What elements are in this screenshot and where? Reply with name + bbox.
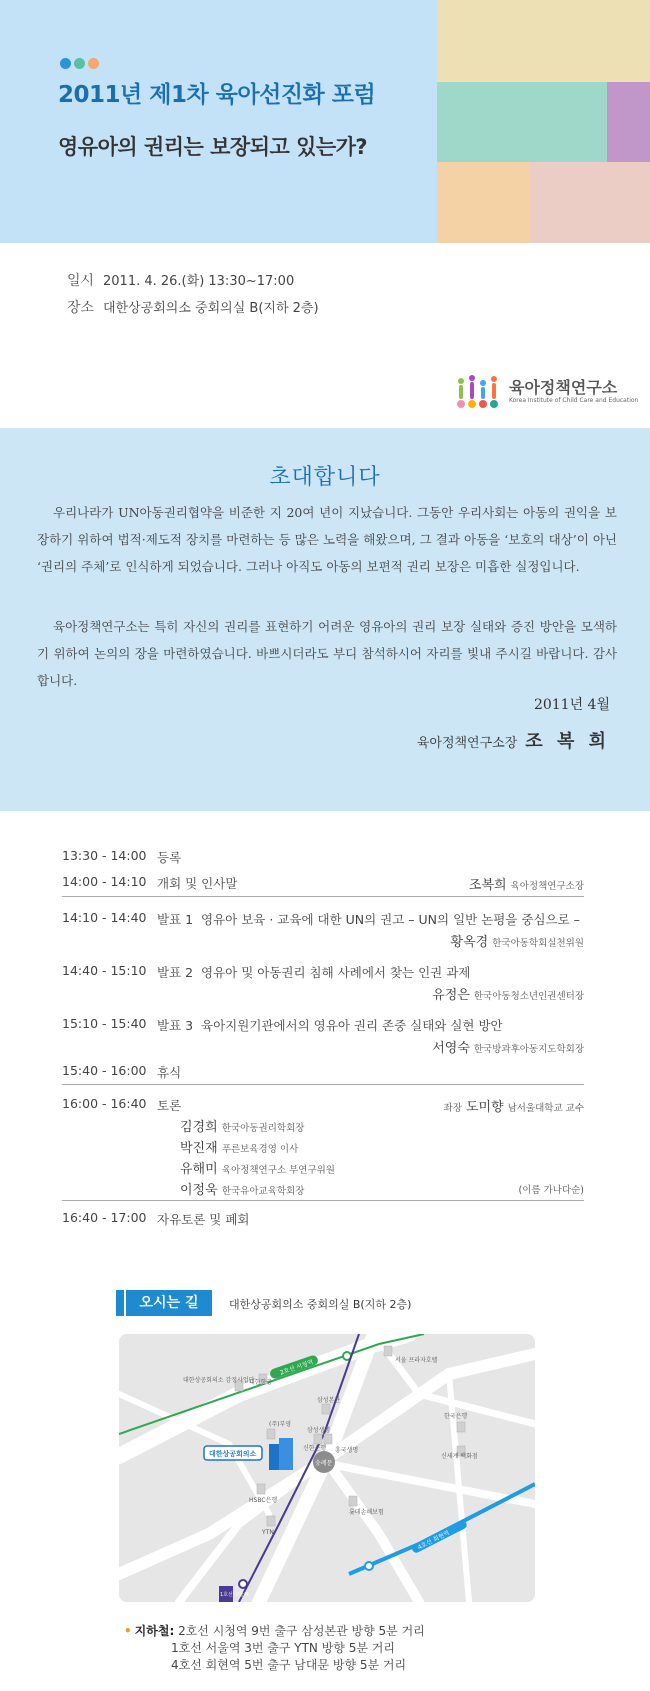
dot-icon bbox=[60, 58, 71, 69]
invitation-date: 2011년 4월 bbox=[533, 697, 610, 713]
panelist-affil: 육아정책연구소 부연구위원 bbox=[221, 1165, 335, 1176]
forum-subtitle: 영유아의 권리는 보장되고 있는가? bbox=[58, 135, 368, 159]
landmark-label: HSBC은행 bbox=[249, 1497, 278, 1504]
panelist bbox=[180, 1116, 304, 1135]
color-block bbox=[437, 0, 650, 82]
logo-english: Korea Institute of Child Care and Education bbox=[509, 397, 639, 404]
panelist-name: 유해미 bbox=[180, 1162, 218, 1177]
landmark-label: 신한은행 bbox=[303, 1445, 327, 1452]
logo-icon bbox=[455, 371, 505, 411]
place-value: 대한상공회의소 중회의실 B(지하 2층) bbox=[103, 301, 319, 316]
moderator bbox=[444, 1096, 584, 1115]
row-time: 14:40 - 15:10 bbox=[62, 963, 147, 978]
date-row bbox=[67, 268, 319, 295]
panelist-affil: 한국유아교육학회장 bbox=[221, 1186, 305, 1197]
signer-name: 조 복 희 bbox=[525, 731, 610, 752]
invitation-heading: 초대합니다 bbox=[269, 465, 381, 490]
landmark-label: (주)부영 bbox=[269, 1421, 292, 1428]
signer-title: 육아정책연구소장 bbox=[416, 736, 518, 751]
row-speaker bbox=[432, 984, 584, 1003]
header-banner bbox=[0, 0, 650, 243]
row-speaker bbox=[432, 1037, 584, 1056]
decorative-dots bbox=[60, 54, 102, 73]
row-time: 14:00 - 14:10 bbox=[62, 874, 147, 889]
map-drawing bbox=[119, 1334, 535, 1602]
talk-label: 발표 2 bbox=[157, 965, 194, 980]
speaker-name: 황옥경 bbox=[450, 935, 489, 950]
row-event bbox=[157, 910, 580, 928]
row-time: 16:00 - 16:40 bbox=[62, 1096, 147, 1111]
talk-topic: 육아지원기관에서의 영유아 권리 존중 실태와 실현 방안 bbox=[201, 1018, 503, 1033]
row-event: 등록 bbox=[157, 850, 182, 865]
landmark-label: 대한항공 bbox=[249, 1379, 273, 1386]
landmark-label: 삼성생명 bbox=[307, 1427, 331, 1434]
dot-icon bbox=[74, 58, 85, 69]
color-block bbox=[607, 82, 650, 162]
subway-route: 1호선 서울역 3번 출구 YTN 방향 5분 거리 bbox=[171, 1641, 395, 1655]
landmark-label: 흥국생명 bbox=[335, 1447, 359, 1454]
panelist-name: 이정욱 bbox=[180, 1183, 218, 1198]
speaker-affil: 한국아동학회실천위원 bbox=[492, 938, 584, 949]
talk-topic: 영유아 및 아동권리 침해 사례에서 찾는 인권 과제 bbox=[201, 965, 471, 980]
row-event bbox=[157, 1016, 503, 1034]
speaker-affil: 한국방과후아동지도학회장 bbox=[473, 1044, 584, 1055]
line2-station-label: 2호선 시청역 bbox=[279, 1358, 315, 1377]
line4-station-label: 4호선 회현역 bbox=[416, 1529, 451, 1552]
chamber-label: 대한상공회의소 bbox=[209, 1450, 257, 1458]
row-speaker bbox=[469, 874, 584, 893]
namdaemun-label: 숭례문 bbox=[315, 1460, 333, 1467]
color-block bbox=[437, 82, 607, 162]
row-time: 13:30 - 14:00 bbox=[62, 848, 147, 863]
talk-label: 발표 3 bbox=[157, 1018, 194, 1033]
landmark-label: 대한상공회의소 감정사업단 bbox=[183, 1377, 255, 1384]
row-event bbox=[157, 963, 470, 981]
date-value: 2011. 4. 26.(화) 13:30~17:00 bbox=[103, 274, 295, 289]
panelist bbox=[180, 1137, 298, 1156]
panelist-name: 김경희 bbox=[180, 1120, 218, 1135]
line1-station-label: 1호선 서울역 bbox=[220, 1592, 249, 1598]
signature bbox=[417, 727, 610, 753]
landmark-label: 삼성본관 bbox=[317, 1397, 341, 1404]
color-block bbox=[530, 162, 650, 243]
date-label: 일시 bbox=[67, 273, 95, 289]
order-note: (이름 가나다순) bbox=[518, 1185, 584, 1196]
chair-name: 도미향 bbox=[465, 1100, 504, 1115]
panelist bbox=[180, 1179, 304, 1198]
panelist-affil: 푸른보육경영 이사 bbox=[221, 1144, 299, 1155]
landmark-label: 서울 프라자호텔 bbox=[395, 1357, 438, 1364]
row-speaker bbox=[451, 931, 584, 950]
row-time: 15:40 - 16:00 bbox=[62, 1063, 147, 1078]
talk-topic: 영유아 보육 · 교육에 대한 UN의 권고 – UN의 일반 논평을 중심으로 – bbox=[201, 912, 580, 927]
landmark-label: YTN bbox=[262, 1529, 274, 1536]
speaker-affil: 육아정책연구소장 bbox=[510, 881, 584, 892]
kicce-logo bbox=[455, 371, 639, 413]
invitation-paragraph-2: 육아정책연구소는 특히 자신의 권리를 표현하기 어려운 영유아의 권리 보장 실태와 증진 방안을 모색하기 위하여 논의의 장을 마련하였습니다. 바쁘시더라도 부디 참석하시어 자리를 빛내 주시길 바랍니다. 감사합니다. bbox=[37, 619, 617, 688]
chair-label: 좌장 bbox=[443, 1103, 462, 1114]
subway-line bbox=[124, 1657, 425, 1674]
subway-line bbox=[124, 1640, 425, 1657]
divider bbox=[62, 1084, 584, 1085]
location-map[interactable] bbox=[119, 1334, 535, 1602]
accent-bar bbox=[116, 1290, 124, 1316]
row-event: 자유토론 및 폐회 bbox=[157, 1212, 250, 1227]
row-time: 16:40 - 17:00 bbox=[62, 1210, 147, 1225]
invitation-section bbox=[0, 428, 650, 811]
row-time: 15:10 - 15:40 bbox=[62, 1016, 147, 1031]
place-row bbox=[67, 295, 319, 322]
forum-title: 2011년 제1차 육아선진화 포럼 bbox=[58, 82, 376, 108]
color-block bbox=[437, 162, 530, 243]
row-time: 14:10 - 14:40 bbox=[62, 910, 147, 925]
logo-name: 육아정책연구소 bbox=[509, 378, 618, 397]
talk-label: 발표 1 bbox=[157, 912, 194, 927]
speaker-name: 조복희 bbox=[468, 878, 507, 893]
subway-route: 4호선 회현역 5번 출구 남대문 방향 5분 거리 bbox=[171, 1658, 407, 1672]
dot-icon bbox=[88, 58, 99, 69]
directions-label: 오시는 길 bbox=[126, 1290, 212, 1316]
chair-affil: 남서울대학교 교수 bbox=[507, 1103, 584, 1114]
landmark-label: 롯데손해보험 bbox=[349, 1509, 384, 1516]
invitation-paragraph-1: 우리나라가 UN아동권리협약을 비준한 지 20여 년이 지났습니다. 그동안 우리사회는 아동의 권익을 보장하기 위하여 법적·제도적 장치를 마련하는 등 많은 노력을 해왔으며, 그 결과 아동을 ‘보호의 대상’이 아닌 ‘권리의 주체’로 인식하게 되었습니다. 그러나 아직도 아동의 보편적 권리 보장은 미흡한 실정입니다. bbox=[37, 505, 617, 574]
speaker-name: 서영숙 bbox=[432, 1041, 470, 1056]
panelist-name: 박진재 bbox=[180, 1141, 218, 1156]
row-event: 개회 및 인사말 bbox=[157, 876, 238, 891]
row-event: 휴식 bbox=[157, 1065, 182, 1080]
panelist bbox=[180, 1158, 335, 1177]
speaker-name: 유정은 bbox=[432, 988, 470, 1003]
place-label: 장소 bbox=[67, 300, 95, 316]
event-info bbox=[67, 268, 319, 322]
subway-line bbox=[124, 1623, 425, 1640]
divider bbox=[62, 1200, 584, 1201]
subway-directions bbox=[124, 1623, 425, 1674]
panelist-affil: 한국아동권리학회장 bbox=[221, 1123, 305, 1134]
landmark-label: 신세계 백화점 bbox=[441, 1453, 478, 1460]
row-event: 토론 bbox=[157, 1098, 182, 1113]
directions-address: 대한상공회의소 중회의실 B(지하 2층) bbox=[229, 1298, 412, 1311]
bullet-icon: • bbox=[124, 1624, 132, 1638]
landmark-label: 한국은행 bbox=[444, 1413, 468, 1420]
divider bbox=[62, 896, 584, 897]
speaker-affil: 한국아동청소년인권센터장 bbox=[473, 991, 584, 1002]
subway-label: 지하철: bbox=[134, 1624, 175, 1638]
subway-route: 2호선 시청역 9번 출구 삼성본관 방향 5분 거리 bbox=[178, 1624, 425, 1638]
